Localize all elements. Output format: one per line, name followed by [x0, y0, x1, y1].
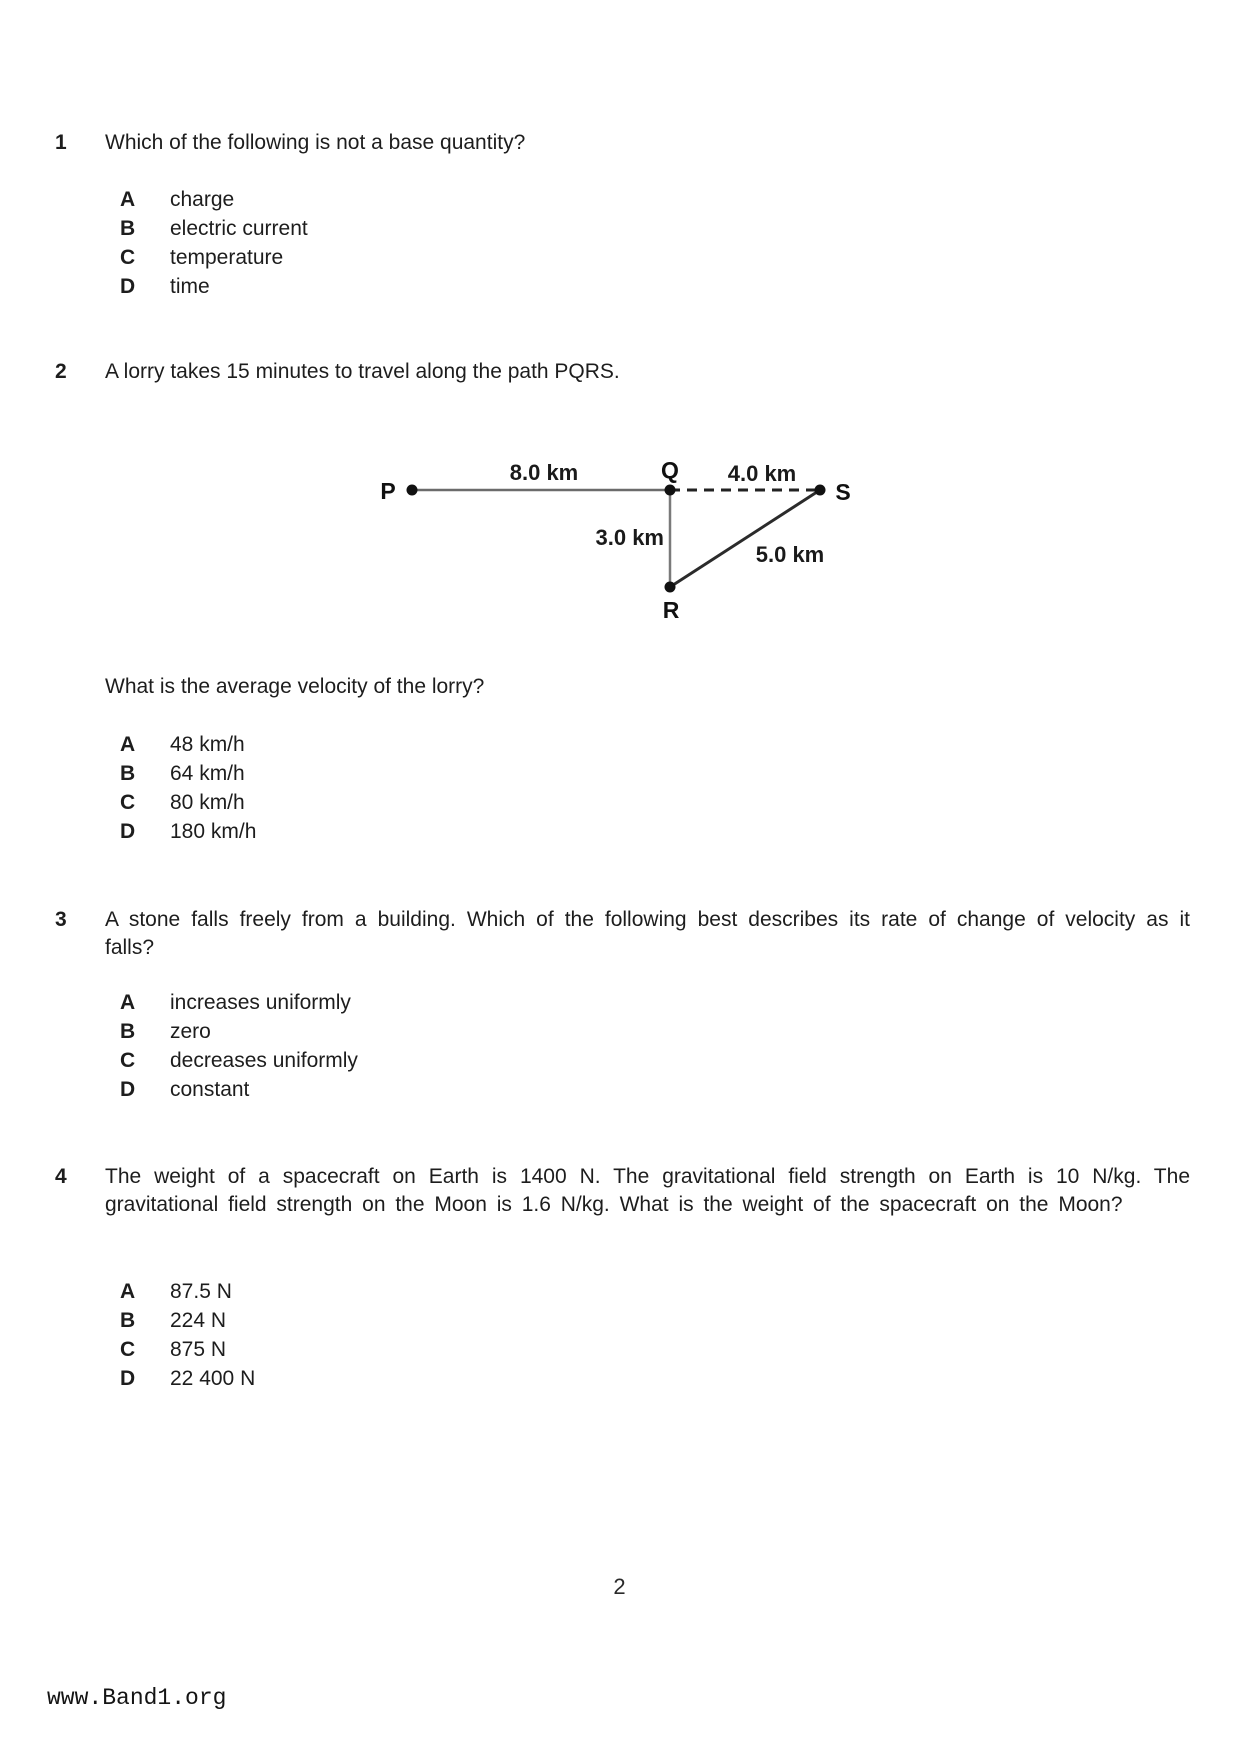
option-letter: B [120, 762, 136, 785]
option-letter: B [120, 1020, 136, 1043]
option-text: 64 km/h [170, 762, 245, 785]
question-3-option-c [120, 1046, 358, 1075]
option-text: time [170, 275, 210, 298]
question-3-number: 3 [55, 908, 67, 931]
question-2-option-d [120, 817, 256, 846]
point-r-label: R [662, 597, 680, 623]
option-text: constant [170, 1078, 250, 1101]
point-q-label: Q [661, 457, 679, 483]
distance-pq-label: 8.0 km [509, 460, 579, 485]
question-2-stem: A lorry takes 15 minutes to travel along the path PQRS. [105, 360, 620, 383]
point-s-label: S [835, 479, 851, 505]
point-q-dot [665, 485, 676, 496]
question-4-option-b [120, 1306, 255, 1335]
option-letter: C [120, 1338, 136, 1361]
option-letter: C [120, 791, 136, 814]
question-4-option-d [120, 1364, 255, 1393]
point-r-dot [665, 582, 676, 593]
point-p-label: P [380, 478, 396, 504]
distance-rs-label: 5.0 km [755, 542, 825, 567]
source-watermark: www.Band1.org [47, 1685, 227, 1711]
option-text: 22 400 N [170, 1367, 256, 1390]
option-text: temperature [170, 246, 284, 269]
option-text: 224 N [170, 1309, 227, 1332]
question-3-option-a [120, 988, 358, 1017]
question-1-option-c [120, 243, 308, 272]
question-4-number: 4 [55, 1165, 67, 1188]
question-4-option-a [120, 1277, 255, 1306]
option-text: zero [170, 1020, 211, 1043]
question-3-options [120, 988, 358, 1104]
question-1-number: 1 [55, 131, 67, 154]
question-3-option-b [120, 1017, 358, 1046]
option-letter: A [120, 188, 136, 211]
question-4-option-c [120, 1335, 255, 1364]
option-letter: A [120, 733, 136, 756]
option-text: charge [170, 188, 235, 211]
option-text: electric current [170, 217, 308, 240]
question-1-option-a [120, 185, 308, 214]
option-letter: B [120, 1309, 136, 1332]
option-text: 80 km/h [170, 791, 245, 814]
page-number: 2 [613, 1574, 626, 1599]
question-1-stem: Which of the following is not a base quantity? [105, 131, 526, 154]
question-1-options [120, 185, 308, 301]
question-2-substem: What is the average velocity of the lorry? [105, 675, 485, 698]
question-1-option-d [120, 272, 308, 301]
option-letter: D [120, 1078, 136, 1101]
option-letter: A [120, 1280, 136, 1303]
option-letter: A [120, 991, 136, 1014]
question-4-stem: The weight of a spacecraft on Earth is 1400 N. The gravitational field strength on Earth is 10 N/kg. The gravitational field strength on the Moon is 1.6 N/kg. What is the weight of the spacecraft on the Moon? [105, 1165, 1190, 1216]
option-letter: D [120, 820, 136, 843]
option-text: decreases uniformly [170, 1049, 358, 1072]
option-text: increases uniformly [170, 991, 351, 1014]
question-2-options [120, 730, 256, 846]
distance-qs-label: 4.0 km [727, 461, 797, 486]
option-text: 180 km/h [170, 820, 257, 843]
pqrs-path-diagram [330, 398, 890, 633]
option-letter: C [120, 1049, 136, 1072]
question-3-stem: A stone falls freely from a building. Which of the following best describes its rate of change of velocity as it falls? [105, 908, 1190, 959]
option-text: 875 N [170, 1338, 227, 1361]
option-letter: D [120, 275, 136, 298]
question-3-option-d [120, 1075, 358, 1104]
option-text: 48 km/h [170, 733, 245, 756]
option-letter: B [120, 217, 136, 240]
point-p-dot [407, 485, 418, 496]
option-letter: C [120, 246, 136, 269]
question-2-option-a [120, 730, 256, 759]
line-r-to-s [670, 490, 820, 587]
question-4-options [120, 1277, 255, 1393]
question-1-option-b [120, 214, 308, 243]
question-2-number: 2 [55, 360, 67, 383]
point-s-dot [815, 485, 826, 496]
option-letter: D [120, 1367, 136, 1390]
question-2-option-c [120, 788, 256, 817]
question-2-option-b [120, 759, 256, 788]
distance-qr-label: 3.0 km [595, 525, 664, 550]
option-text: 87.5 N [170, 1280, 232, 1303]
